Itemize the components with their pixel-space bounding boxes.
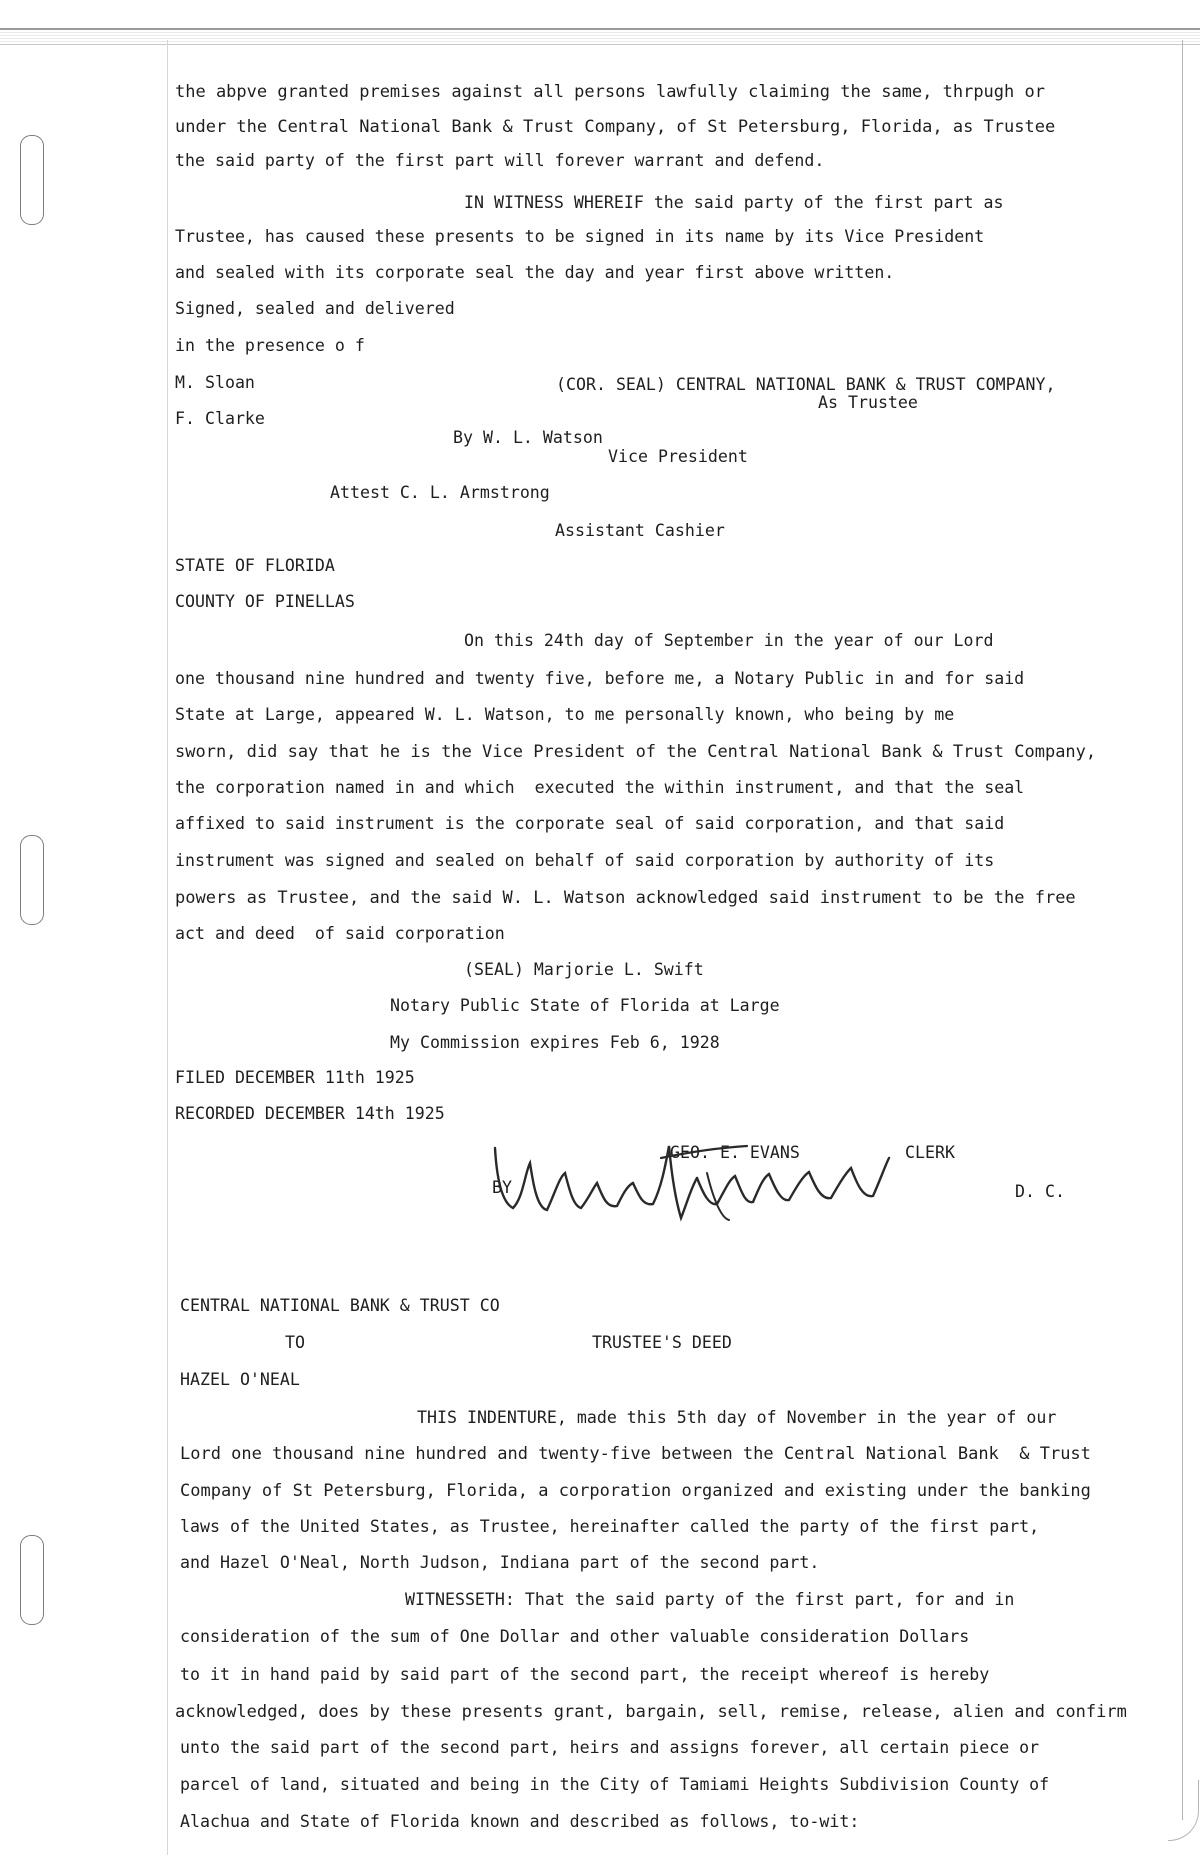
deed-grantee: HAZEL O'NEAL <box>180 1370 300 1389</box>
attest-title: Assistant Cashier <box>555 521 725 540</box>
deed-to-label: TO <box>285 1333 305 1352</box>
text-line: unto the said part of the second part, heirs and assigns forever, all certain piece or <box>180 1738 1040 1757</box>
deed-type-title: TRUSTEE'S DEED <box>592 1333 732 1352</box>
text-line: and sealed with its corporate seal the day and year first above written. <box>175 263 895 282</box>
text-line: one thousand nine hundred and twenty five, before me, a Notary Public in and for said <box>175 669 1025 688</box>
text-line: acknowledged, does by these presents grant, bargain, sell, remise, release, alien and confirm <box>175 1702 1127 1722</box>
text-line: Signed, sealed and delivered <box>175 299 455 318</box>
handwritten-signature <box>485 1128 895 1238</box>
text-line: act and deed of said corporation <box>175 924 505 943</box>
left-margin-line <box>167 40 168 1855</box>
text-line: Company of St Petersburg, Florida, a corporation organized and existing under the banking <box>180 1481 1091 1501</box>
witness-name: M. Sloan <box>175 373 255 392</box>
attest-line: Attest C. L. Armstrong <box>330 483 550 502</box>
binder-hole-icon <box>20 135 44 225</box>
binder-hole-icon <box>20 835 44 925</box>
seal-company-line: (COR. SEAL) CENTRAL NATIONAL BANK & TRUST COMPANY, <box>556 375 1056 394</box>
county-heading: COUNTY OF PINELLAS <box>175 592 355 611</box>
text-line: to it in hand paid by said part of the second part, the receipt whereof is hereby <box>180 1665 990 1684</box>
clerk-title: CLERK <box>905 1143 955 1162</box>
text-line: affixed to said instrument is the corporate seal of said corporation, and that said <box>175 814 1005 833</box>
text-line: and Hazel O'Neal, North Judson, Indiana part of the second part. <box>180 1553 820 1572</box>
state-heading: STATE OF FLORIDA <box>175 556 335 575</box>
text-line: IN WITNESS WHEREIF the said party of the first part as <box>464 193 1004 212</box>
page-corner-curl <box>1168 1780 1199 1841</box>
filed-date: FILED DECEMBER 11th 1925 <box>175 1068 415 1087</box>
text-line: As Trustee <box>818 393 918 412</box>
notary-seal-line: (SEAL) Marjorie L. Swift <box>464 960 704 979</box>
text-line: the said party of the first part will forever warrant and defend. <box>175 151 825 170</box>
by-label: BY <box>492 1178 512 1197</box>
commission-line: My Commission expires Feb 6, 1928 <box>390 1033 720 1052</box>
text-line: State at Large, appeared W. L. Watson, to me personally known, who being by me <box>175 705 955 724</box>
clerk-name: GEO. E. EVANS <box>670 1143 800 1162</box>
text-line: Lord one thousand nine hundred and twenty-five between the Central National Bank & Trust <box>180 1444 1091 1464</box>
text-line: sworn, did say that he is the Vice President of the Central National Bank & Trust Company, <box>175 742 1097 762</box>
right-page-edge <box>1182 40 1183 1820</box>
signer-title: Vice President <box>608 447 748 466</box>
deed-grantor: CENTRAL NATIONAL BANK & TRUST CO <box>180 1296 500 1315</box>
text-line: under the Central National Bank & Trust Company, of St Petersburg, Florida, as Trustee <box>175 117 1056 137</box>
text-line: in the presence o f <box>175 336 365 355</box>
text-line: instrument was signed and sealed on behalf of said corporation by authority of its <box>175 851 995 870</box>
top-rule <box>0 28 1200 45</box>
recorded-date: RECORDED DECEMBER 14th 1925 <box>175 1104 445 1123</box>
signer-name: By W. L. Watson <box>453 428 603 447</box>
text-line: Alachua and State of Florida known and described as follows, to-wit: <box>180 1812 860 1831</box>
text-line: laws of the United States, as Trustee, hereinafter called the party of the first part, <box>180 1517 1040 1536</box>
binder-hole-icon <box>20 1535 44 1625</box>
deputy-clerk-label: D. C. <box>1015 1182 1065 1201</box>
text-line: On this 24th day of September in the year of our Lord <box>464 631 994 650</box>
witness-name: F. Clarke <box>175 409 265 428</box>
text-line: parcel of land, situated and being in the City of Tamiami Heights Subdivision County of <box>180 1775 1050 1794</box>
text-line: WITNESSETH: That the said party of the first part, for and in <box>405 1590 1015 1609</box>
text-line: Trustee, has caused these presents to be signed in its name by its Vice President <box>175 227 985 246</box>
text-line: THIS INDENTURE, made this 5th day of November in the year of our <box>417 1408 1057 1427</box>
notary-title: Notary Public State of Florida at Large <box>390 996 780 1015</box>
text-line: consideration of the sum of One Dollar and other valuable consideration Dollars <box>180 1627 970 1646</box>
text-line: powers as Trustee, and the said W. L. Watson acknowledged said instrument to be the free <box>175 888 1076 908</box>
text-line: the abpve granted premises against all persons lawfully claiming the same, thrpugh or <box>175 82 1045 102</box>
text-line: the corporation named in and which executed the within instrument, and that the seal <box>175 778 1025 797</box>
